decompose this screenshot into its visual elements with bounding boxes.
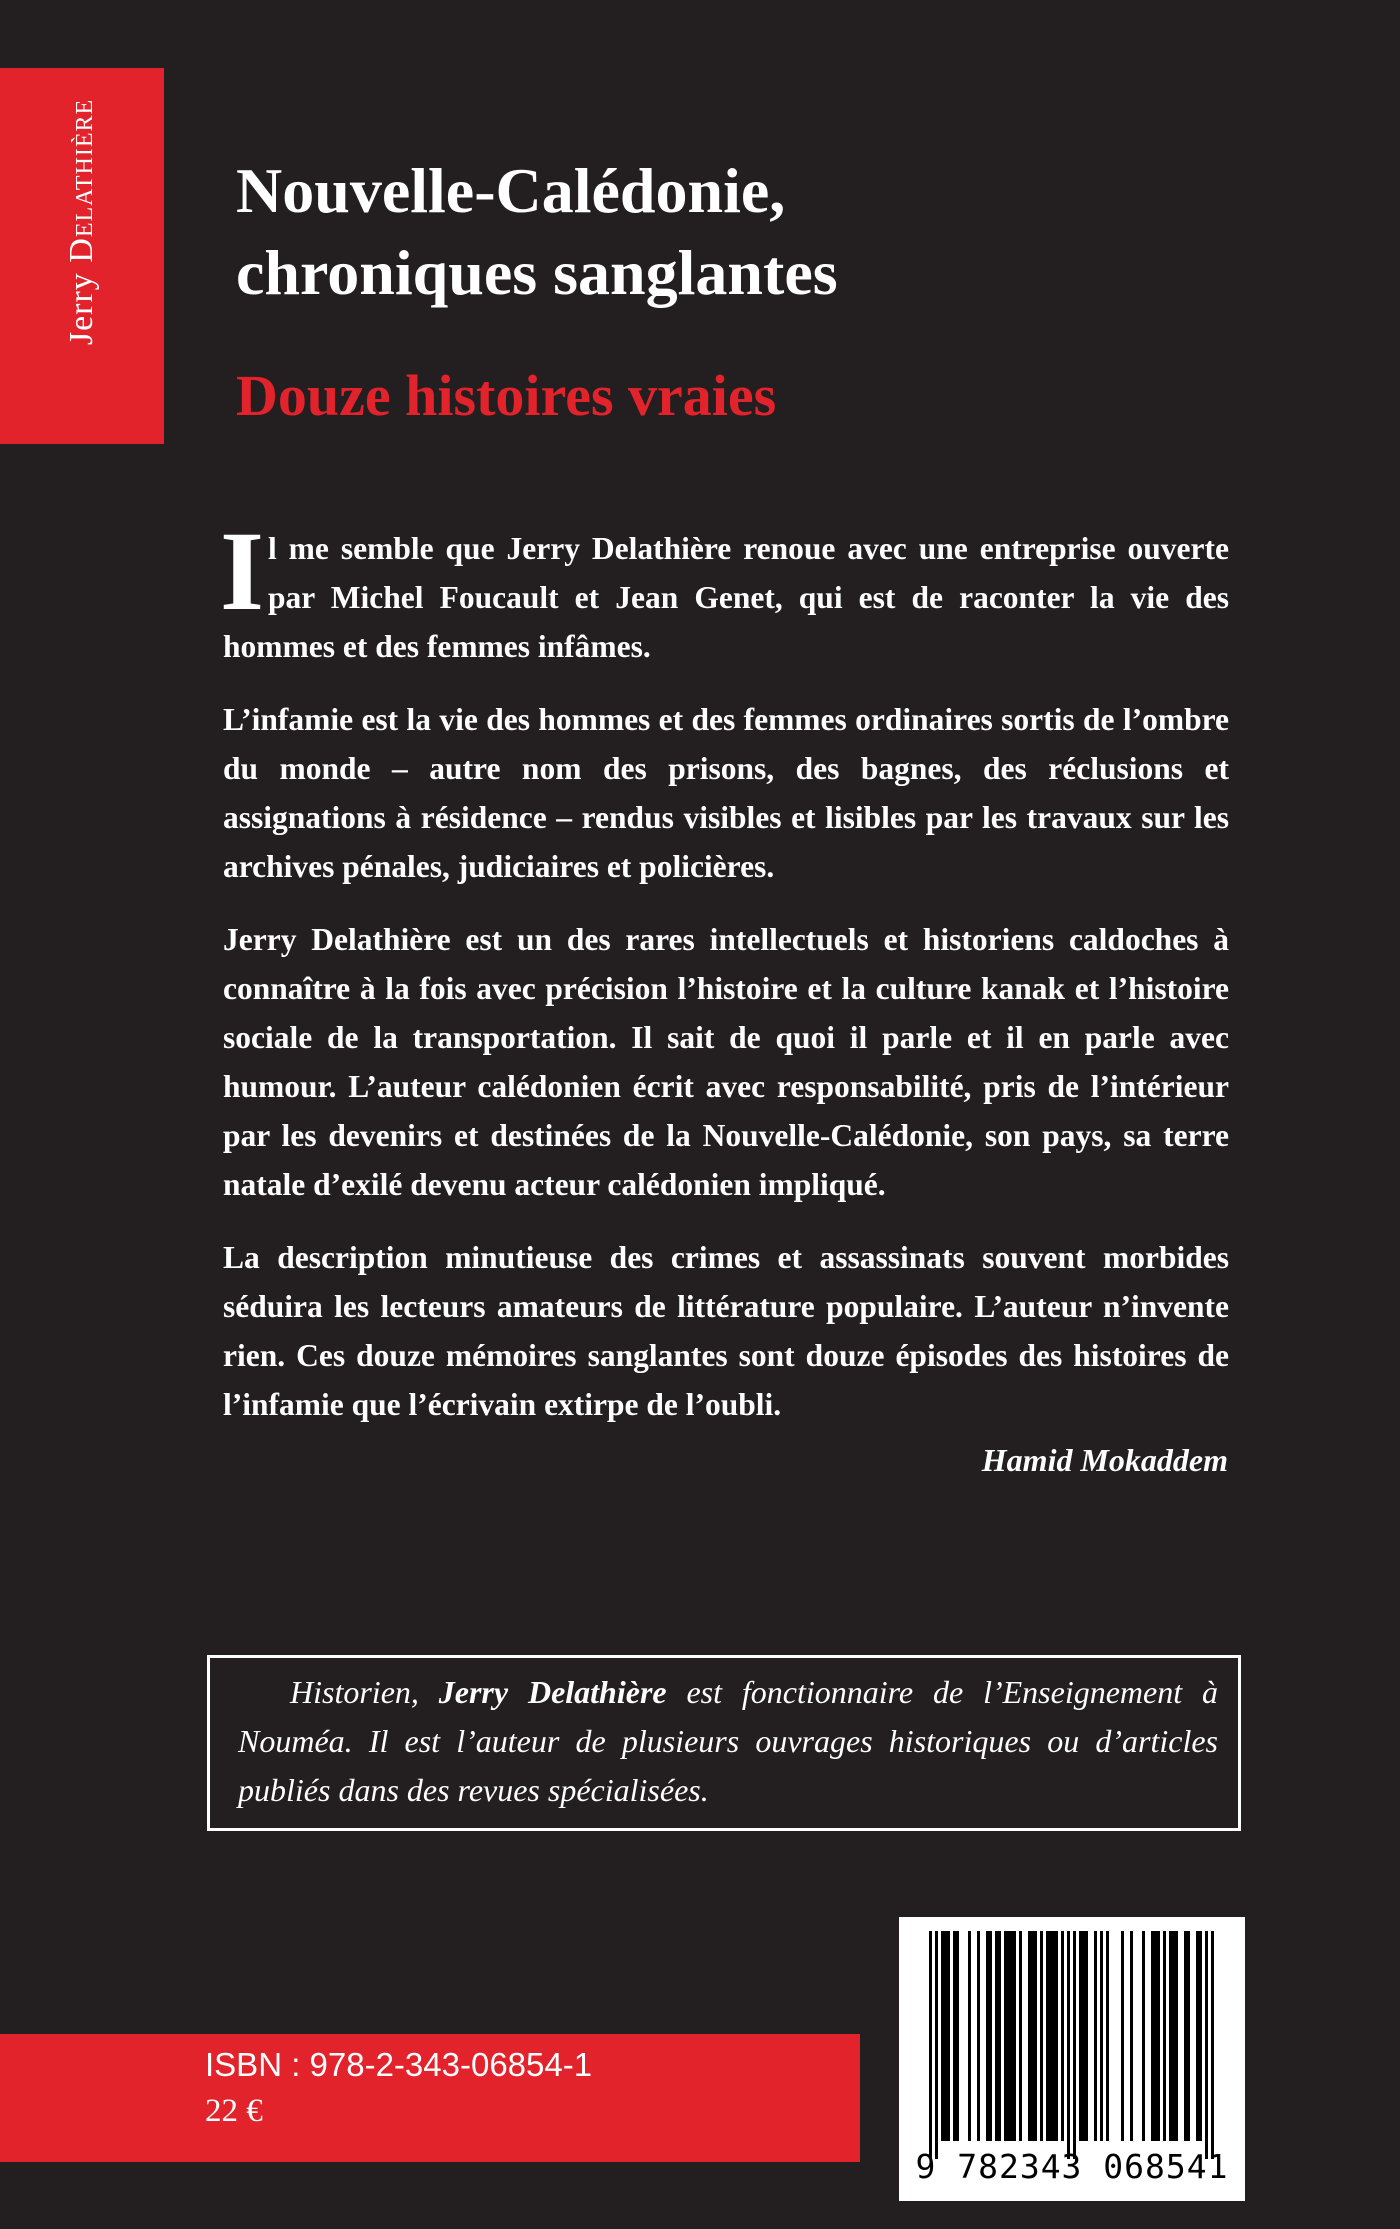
barcode-bar xyxy=(1163,1931,1166,2141)
author-first-name: Jerry xyxy=(63,272,100,346)
blurb-paragraph-4: La description minutieuse des crimes et assassinats souvent morbides séduira les lecteurs amateurs de littérature populaire. L’auteur n’invente rien. Ces douze mémoires sanglantes sont douze épisodes des histoires de l’infamie que l’écrivain extirpe de l’oubli. xyxy=(223,1240,1229,1422)
barcode-bar xyxy=(1100,1931,1103,2141)
barcode-bar xyxy=(1007,1931,1010,2141)
barcode-bar xyxy=(1028,1931,1031,2141)
blurb xyxy=(220,509,1229,1453)
barcode-bar xyxy=(1013,1931,1016,2141)
bio-text: est fonctionnaire de l’Enseignement à Nouméa. Il est l’auteur de plusieurs ouvrages historiques ou d’articles publiés dans des revues spécialisées. xyxy=(238,1674,1218,1808)
barcode-bar xyxy=(1157,1931,1160,2141)
barcode-bar xyxy=(1010,1931,1013,2141)
barcode-bar xyxy=(1205,1931,1208,2159)
blurb-paragraph-1-text: l me semble que Jerry Delathière renoue avec une entreprise ouverte par Michel Foucault et Jean Genet, qui est de raconter la vie des hommes et des femmes infâmes. xyxy=(223,531,1229,664)
barcode-bar xyxy=(944,1931,947,2141)
barcode-bar xyxy=(1049,1931,1052,2141)
barcode-bar xyxy=(1061,1931,1064,2141)
barcode-bar xyxy=(998,1931,1001,2141)
barcode-bar xyxy=(1085,1931,1088,2141)
barcode-bar xyxy=(1172,1931,1175,2141)
barcode-bar xyxy=(953,1931,956,2141)
barcode-bar xyxy=(968,1931,971,2141)
barcode-bar xyxy=(1073,1931,1076,2159)
barcode-bar xyxy=(935,1931,938,2159)
barcode-bar xyxy=(1019,1931,1022,2141)
barcode-bar xyxy=(929,1931,932,2159)
barcode-bar xyxy=(1094,1931,1097,2141)
author-bio xyxy=(238,1668,1218,1815)
barcode-bar xyxy=(1187,1931,1190,2141)
barcode-bar xyxy=(941,1931,944,2141)
barcode-bar xyxy=(1055,1931,1058,2141)
barcode-bar xyxy=(995,1931,998,2141)
barcode-bar xyxy=(1199,1931,1202,2141)
barcode xyxy=(899,1917,1245,2201)
barcode-digits: 9 782343 068541 xyxy=(915,2147,1229,2186)
barcode-bar xyxy=(1184,1931,1187,2141)
barcode-bar xyxy=(1106,1931,1109,2141)
price: 22 € xyxy=(205,2093,263,2129)
barcode-bar xyxy=(977,1931,980,2141)
book-title xyxy=(236,150,1236,314)
blurb-paragraph-2: L’infamie est la vie des hommes et des femmes ordinaires sortis de l’ombre du monde – autre nom des prisons, des bagnes, des réclusions et assignations à résidence – rendus visibles et lisibles par les travaux sur les archives pénales, judiciaires et policières. xyxy=(223,702,1229,884)
barcode-bar xyxy=(1031,1931,1034,2141)
blurb-paragraph-3: Jerry Delathière est un des rares intellectuels et historiens caldoches à connaître à la fois avec précision l’histoire et la culture kanak et l’histoire sociale de la transportation. Il sait de quoi il parle et il en parle avec humour. L’auteur calédonien écrit avec responsabilité, pris de l’intérieur par les devenirs et destinées de la Nouvelle-Calédonie, son pays, sa terre natale d’exilé devenu acteur calédonien impliqué. xyxy=(223,922,1229,1202)
barcode-bar xyxy=(1154,1931,1157,2141)
title-line-2: chroniques sanglantes xyxy=(236,237,838,308)
barcode-bar xyxy=(989,1931,992,2141)
barcode-bar xyxy=(1196,1931,1199,2141)
barcode-bar xyxy=(1004,1931,1007,2141)
barcode-bar xyxy=(1130,1931,1133,2141)
spine-author-name xyxy=(63,99,101,345)
blurb-paragraph-1 xyxy=(220,509,1229,671)
barcode-bar xyxy=(1034,1931,1037,2141)
author-last-name: Delathière xyxy=(63,98,100,263)
blurb-signature: Hamid Mokaddem xyxy=(981,1442,1228,1478)
barcode-bar xyxy=(1082,1931,1085,2141)
isbn: ISBN : 978-2-343-06854-1 xyxy=(205,2046,593,2083)
title-line-1: Nouvelle-Calédonie, xyxy=(236,155,786,226)
barcode-bar xyxy=(1067,1931,1070,2159)
barcode-bar xyxy=(1079,1931,1082,2141)
book-subtitle: Douze histoires vraies xyxy=(236,363,777,428)
barcode-bar xyxy=(1052,1931,1055,2141)
barcode-bar xyxy=(956,1931,959,2141)
barcode-bar xyxy=(1046,1931,1049,2141)
bio-author-name: Jerry Delathière xyxy=(438,1674,667,1710)
barcode-bar xyxy=(1151,1931,1154,2141)
barcode-bar xyxy=(1211,1931,1214,2159)
barcode-bar xyxy=(1142,1931,1145,2141)
drop-cap: I xyxy=(220,509,264,634)
barcode-bar xyxy=(986,1931,989,2141)
barcode-bar xyxy=(1040,1931,1043,2141)
barcode-bar xyxy=(1175,1931,1178,2141)
barcode-bar xyxy=(947,1931,950,2141)
barcode-bar xyxy=(1121,1931,1124,2141)
barcode-bar xyxy=(1169,1931,1172,2141)
bio-prefix: Historien, xyxy=(290,1674,439,1710)
